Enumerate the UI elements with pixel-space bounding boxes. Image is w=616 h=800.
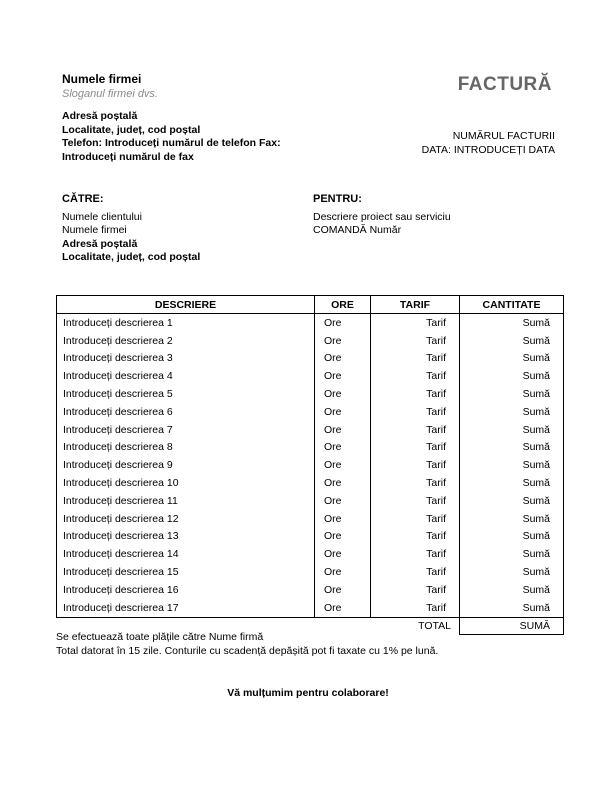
bill-to-heading: CĂTRE: xyxy=(62,193,104,205)
table-row xyxy=(57,563,564,581)
row-hours: Ore xyxy=(315,545,371,563)
row-amount: Sumă xyxy=(460,332,564,350)
row-rate: Tarif xyxy=(371,385,460,403)
table-row xyxy=(57,581,564,599)
project-description: Descriere proiect sau serviciu xyxy=(313,210,451,223)
row-description: Introduceți descrierea 5 xyxy=(57,385,315,403)
row-rate: Tarif xyxy=(371,545,460,563)
row-amount: Sumă xyxy=(460,456,564,474)
row-description: Introduceți descrierea 9 xyxy=(57,456,315,474)
row-amount: Sumă xyxy=(460,385,564,403)
row-description: Introduceți descrierea 15 xyxy=(57,563,315,581)
row-rate: Tarif xyxy=(371,599,460,617)
row-rate: Tarif xyxy=(371,474,460,492)
row-amount: Sumă xyxy=(460,314,564,332)
row-hours: Ore xyxy=(315,350,371,368)
row-description: Introduceți descrierea 10 xyxy=(57,474,315,492)
row-amount: Sumă xyxy=(460,545,564,563)
col-rate: TARIF xyxy=(371,296,460,314)
row-rate: Tarif xyxy=(371,492,460,510)
thank-you-message: Vă mulțumim pentru colaborare! xyxy=(227,687,389,699)
phone-fax-text: Telefon: Introduceți numărul de telefon Fax: xyxy=(62,137,281,149)
row-rate: Tarif xyxy=(371,581,460,599)
row-hours: Ore xyxy=(315,332,371,350)
invoice-meta xyxy=(422,130,555,157)
row-hours: Ore xyxy=(315,367,371,385)
row-rate: Tarif xyxy=(371,563,460,581)
table-row xyxy=(57,385,564,403)
company-slogan: Sloganul firmei dvs. xyxy=(62,88,158,100)
fax-line: Introduceți numărul de fax xyxy=(62,150,194,163)
row-description: Introduceți descrierea 17 xyxy=(57,599,315,617)
table-row xyxy=(57,332,564,350)
row-rate: Tarif xyxy=(371,510,460,528)
table-row xyxy=(57,314,564,332)
row-amount: Sumă xyxy=(460,581,564,599)
table-row xyxy=(57,421,564,439)
row-amount: Sumă xyxy=(460,492,564,510)
city-line: Localitate, județ, cod poștal xyxy=(62,123,201,136)
row-description: Introduceți descrierea 11 xyxy=(57,492,315,510)
table-row xyxy=(57,403,564,421)
row-amount: Sumă xyxy=(460,367,564,385)
client-company: Numele firmei xyxy=(62,224,127,236)
table-row xyxy=(57,599,564,617)
row-rate: Tarif xyxy=(371,456,460,474)
row-amount: Sumă xyxy=(460,563,564,581)
row-hours: Ore xyxy=(315,403,371,421)
row-rate: Tarif xyxy=(371,332,460,350)
row-description: Introduceți descrierea 16 xyxy=(57,581,315,599)
row-description: Introduceți descrierea 1 xyxy=(57,314,315,332)
row-hours: Ore xyxy=(315,385,371,403)
invoice-number: NUMĂRUL FACTURII xyxy=(452,130,555,142)
terms-line: Total datorat în 15 zile. Conturile cu scadență depășită pot fi taxate cu 1% pe lună. xyxy=(56,644,439,657)
row-description: Introduceți descrierea 13 xyxy=(57,528,315,546)
row-hours: Ore xyxy=(315,563,371,581)
row-amount: Sumă xyxy=(460,528,564,546)
row-rate: Tarif xyxy=(371,528,460,546)
row-rate: Tarif xyxy=(371,314,460,332)
client-name: Numele clientului xyxy=(62,210,142,223)
table-row xyxy=(57,510,564,528)
payment-line: Se efectuează toate plățile către Nume firmă xyxy=(56,631,264,643)
table-row xyxy=(57,474,564,492)
table-row xyxy=(57,350,564,368)
for-block xyxy=(313,193,451,238)
row-hours: Ore xyxy=(315,474,371,492)
row-description: Introduceți descrierea 7 xyxy=(57,421,315,439)
address-line: Adresă poștală xyxy=(62,110,138,122)
table-row xyxy=(57,439,564,457)
client-city: Localitate, județ, cod poștal xyxy=(62,251,201,263)
bill-to xyxy=(62,193,200,265)
row-description: Introduceți descrierea 8 xyxy=(57,439,315,457)
row-description: Introduceți descrierea 6 xyxy=(57,403,315,421)
invoice-title: FACTURĂ xyxy=(457,74,552,95)
row-description: Introduceți descrierea 3 xyxy=(57,350,315,368)
invoice-table xyxy=(56,295,564,635)
row-hours: Ore xyxy=(315,439,371,457)
row-hours: Ore xyxy=(315,528,371,546)
company-name: Numele firmei xyxy=(62,72,142,86)
row-amount: Sumă xyxy=(460,474,564,492)
row-rate: Tarif xyxy=(371,350,460,368)
row-hours: Ore xyxy=(315,510,371,528)
col-description: DESCRIERE xyxy=(57,296,315,314)
row-description: Introduceți descrierea 4 xyxy=(57,367,315,385)
table-row xyxy=(57,528,564,546)
client-address: Adresă poștală xyxy=(62,237,138,250)
row-hours: Ore xyxy=(315,456,371,474)
total-label: TOTAL xyxy=(418,619,451,632)
row-rate: Tarif xyxy=(371,403,460,421)
total-value: SUMĂ xyxy=(460,617,564,634)
row-description: Introduceți descrierea 12 xyxy=(57,510,315,528)
row-description: Introduceți descrierea 2 xyxy=(57,332,315,350)
row-hours: Ore xyxy=(315,581,371,599)
row-hours: Ore xyxy=(315,599,371,617)
row-hours: Ore xyxy=(315,492,371,510)
row-rate: Tarif xyxy=(371,421,460,439)
row-amount: Sumă xyxy=(460,350,564,368)
row-amount: Sumă xyxy=(460,599,564,617)
row-description: Introduceți descrierea 14 xyxy=(57,545,315,563)
col-hours: ORE xyxy=(315,296,371,314)
table-row xyxy=(57,492,564,510)
table-header xyxy=(57,296,564,314)
row-hours: Ore xyxy=(315,314,371,332)
row-hours: Ore xyxy=(315,421,371,439)
table-row xyxy=(57,456,564,474)
row-rate: Tarif xyxy=(371,367,460,385)
for-heading: PENTRU: xyxy=(313,193,362,205)
row-amount: Sumă xyxy=(460,403,564,421)
table-row xyxy=(57,545,564,563)
row-amount: Sumă xyxy=(460,421,564,439)
row-rate: Tarif xyxy=(371,439,460,457)
payment-notes xyxy=(56,631,438,658)
row-amount: Sumă xyxy=(460,510,564,528)
invoice-date: DATA: INTRODUCEȚI DATA xyxy=(421,143,555,156)
row-amount: Sumă xyxy=(460,439,564,457)
col-quantity: CANTITATE xyxy=(460,296,564,314)
phone-fax-line xyxy=(62,137,281,151)
table-row xyxy=(57,367,564,385)
order-number: COMANDĂ Număr xyxy=(313,224,402,236)
company-address xyxy=(62,110,281,164)
